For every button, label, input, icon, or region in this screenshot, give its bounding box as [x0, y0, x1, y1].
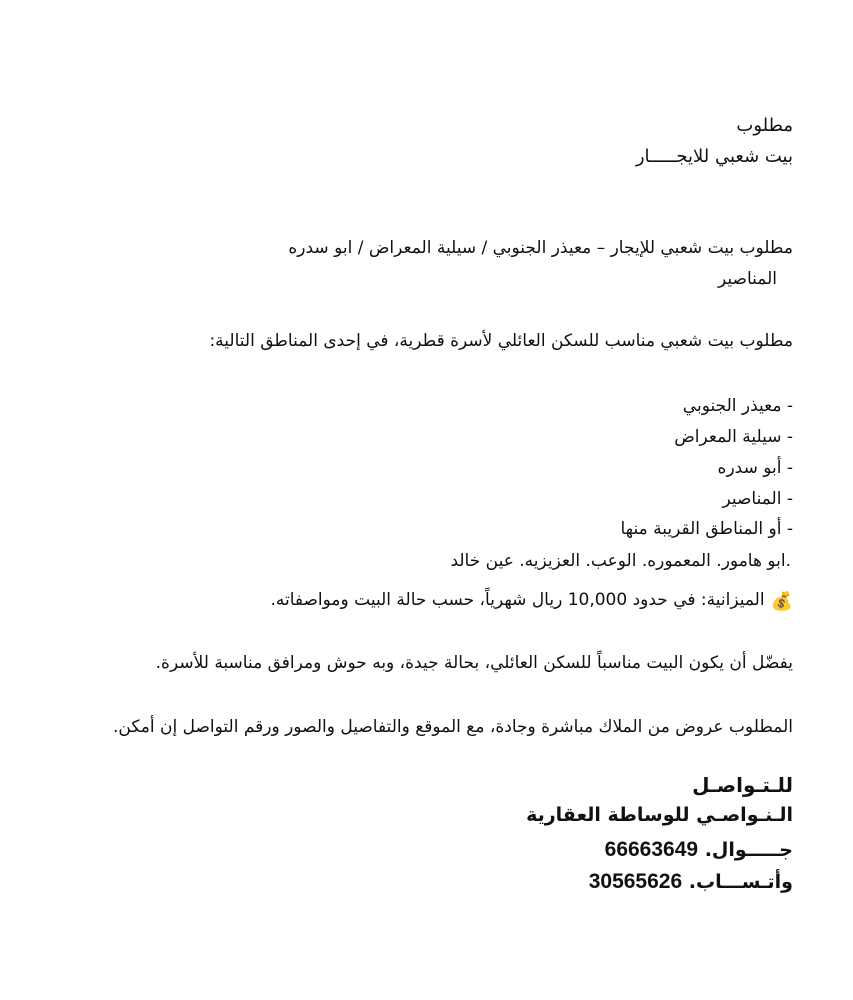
budget-line: [40, 588, 793, 614]
area-list-item: - معيذر الجنوبي: [682, 396, 793, 416]
budget-text: الميزانية: في حدود 10,000 ريال شهرياً، حسب حالة البيت ومواصفاته.: [270, 590, 765, 610]
subject-line: مطلوب بيت شعبي للإيجار – معيذر الجنوبي / سيلية المعراض / ابو سدره: [288, 238, 793, 258]
whatsapp-number[interactable]: 30565626: [588, 870, 683, 893]
agency-name: الـنـواصـي للوساطة العقارية: [526, 804, 793, 826]
subject-line-continued: المناصير: [718, 269, 777, 289]
preference-paragraph: يفضّل أن يكون البيت مناسباً للسكن العائلي، بحالة جيدة، وبه حوش ومرافق مناسبة للأسرة.: [155, 653, 793, 673]
area-list-item: - المناصير: [722, 489, 793, 509]
ad-title-house-for-rent: بيت شعبي للايجـــــار: [635, 146, 793, 167]
whatsapp-label: وأتـســـاب.: [688, 871, 793, 893]
phone-line: [40, 838, 793, 862]
area-list-item: - سيلية المعراض: [674, 427, 793, 447]
whatsapp-line: [40, 870, 793, 894]
phone-number[interactable]: 66663649: [604, 838, 699, 861]
contact-heading: للـتـواصـل: [692, 773, 793, 797]
area-list-item: - أبو سدره: [717, 458, 793, 478]
phone-label: جـــــوال.: [704, 839, 793, 861]
money-bag-icon: 💰: [770, 591, 793, 612]
nearby-areas-line: .ابو هامور. المعموره. الوعب. العزيزيه. عين خالد: [450, 551, 791, 571]
area-list-item: - أو المناطق القريبة منها: [620, 519, 793, 539]
ad-title-wanted: مطلوب: [736, 115, 793, 136]
request-paragraph: المطلوب عروض من الملاك مباشرة وجادة، مع الموقع والتفاصيل والصور ورقم التواصل إن أمكن.: [113, 717, 793, 737]
intro-paragraph: مطلوب بيت شعبي مناسب للسكن العائلي لأسرة قطرية، في إحدى المناطق التالية:: [209, 331, 793, 351]
